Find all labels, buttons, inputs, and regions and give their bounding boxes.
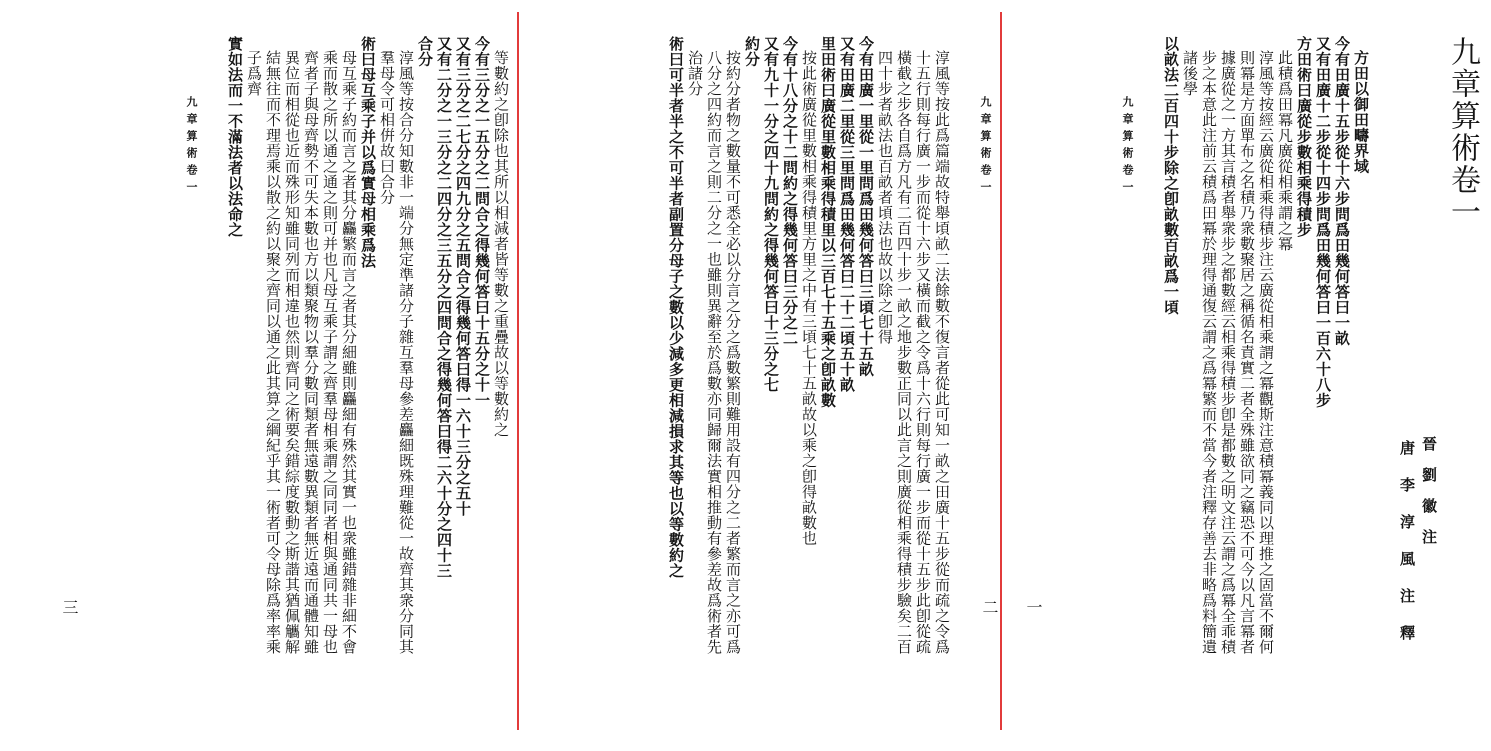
text-column: 術曰母互乘子并以爲實母相乘爲法 [359,36,377,269]
page-divider [1000,12,1002,730]
text-column: 八分之四約而言之則二分之一也雖則異辭至於爲數亦同歸爾法實相推動有參差故爲術者先 [705,50,723,655]
page-number: 三 [60,599,79,615]
text-column: 方田術曰廣從步數相乘得積步 [1295,36,1313,238]
text-column: 方田以御田疇界域 [1352,50,1370,174]
page-divider [517,12,519,730]
margin-label: 九章算術卷一 [185,96,198,198]
text-columns [225,36,510,716]
text-columns [1161,36,1370,716]
text-column: 合分 [416,36,434,67]
book-title: 九章算術卷一 [1445,36,1480,228]
text-column: 步之本意此注前云積爲田冪於理得通復云謂之爲冪繁而不當今者注釋存善去非略爲料簡遺 [1200,50,1218,655]
margin-label: 九章算術卷一 [979,96,992,198]
text-column: 又有二分之一三分之二四分之三五分之四問合之得幾何答曰得二六十分之四十三 [435,36,453,579]
text-column: 又有田廣二里從三里問爲田幾何答曰二十二頃五十畝 [838,36,856,393]
text-column: 治諸分 [686,50,704,97]
margin-label: 九章算術卷一 [1121,96,1134,198]
title-block [1396,36,1480,716]
text-column: 按此術廣從里數相乘得積里方里之中有三頃七十五畝故以乘之卽得畝數也 [800,50,818,546]
page-three [40,18,516,733]
text-column: 又有九十一分之四十九問約之得幾何答曰十三分之七 [762,36,780,393]
text-column: 羣母令可相倂故曰合分 [378,50,396,205]
text-column: 約分 [743,36,761,67]
spacer [1370,36,1396,716]
text-column: 又有田廣十二步從十四步問爲田幾何答曰一百六十八步 [1314,36,1332,408]
page-number: 二 [980,599,999,615]
text-column: 子爲齊 [245,50,263,97]
author-li-chunfeng: 唐李淳風注釋 [1398,440,1416,662]
page-two [521,18,999,733]
text-column: 淳風等按此爲篇端故特舉頃畝二法餘數不復言者從此可知一畝之田廣十五步從而疏之令爲 [933,50,951,655]
spacer [951,36,977,716]
text-column: 今有田廣一里從一里問爲田幾何答曰三頃七十五畝 [857,36,875,377]
text-column: 四十步者畝法也百畝者頃法也故以除之卽得 [876,50,894,345]
text-column: 結無往而不理焉乘以散之約以聚之齊同以通之此其算之綱紀乎其一術者可令母除爲率率乘 [264,50,282,655]
text-column: 里田術曰廣從里數相乘得積里以三百七十五乘之卽畝數 [819,36,837,408]
text-column: 則冪是方面單布之名積乃衆數聚居之稱循名責實二者全殊雖欲同之竊恐不可今以凡言冪者 [1238,50,1256,655]
text-column: 此積爲田冪凡廣從相乘謂之冪 [1276,50,1294,252]
text-column: 諸後學 [1181,50,1199,97]
text-column: 今有田廣十五步從十六步問爲田幾何答曰一畝 [1333,36,1351,346]
spacer [199,36,225,716]
text-column: 今有三分之一五分之二問合之得幾何答曰十五分之十一 [473,36,491,408]
text-column: 橫截之步各自爲方凡有二百四十步一畝之地步數正同以此言之則廣從相乘得積步驗矣二百 [895,50,913,655]
text-column: 據廣從之一方其言積者舉衆步之都數經云相乘得積步卽是都數之明文注云謂之爲冪全乖積 [1219,50,1237,655]
page-number: 一 [1024,599,1043,615]
author-liu-hui: 晉劉徽注 [1420,436,1438,560]
text-column: 按約分者物之數量不可悉全必以分言之分之爲數繁則難用設有四分之二者繁而言之亦可爲 [724,50,742,655]
text-column: 今有十八分之十二問約之得幾何答曰三分之二 [781,36,799,346]
text-column: 淳風等按合分知數非一端分無定準諸分子雜互羣母參差麤細既殊理難從一故齊其衆分同其 [397,50,415,655]
text-column: 乘而散之所以通之通之則可并也凡母互乘子謂之齊羣母相乘謂之同同者相與通同共一母也 [321,50,339,655]
text-column: 十五行則每行廣一步而從十六步又橫而截之令爲十六行則每行廣一步而從十五步此卽從疏 [914,50,932,655]
text-column: 實如法而一不滿法者以法命之 [226,36,244,238]
text-columns [666,36,951,716]
text-column: 以畝法二百四十步除之卽畝數百畝爲一頃 [1162,36,1180,315]
text-column: 異位而相從也近而殊形知雖同列而相違也然則齊同之術要矣錯綜度數動之斯諧其猶佩觿解 [283,50,301,655]
page-one [1004,18,1486,733]
text-column: 齊者子與母齊勢不可失本數也方以類聚物以羣分數同類者無遠數異類者無近遠而通體知雖 [302,50,320,655]
text-column: 等數約之卽除也其所以相減者皆等數之重疊故以等數約之 [492,50,510,438]
text-column: 母互乘子約而言之者其分麤繁而言之者其分細雖則麤細有殊然其實一也衆雖錯雜非細不會 [340,50,358,655]
text-column: 又有三分之二七分之四九分之五問合之得幾何答曰得一六十三分之五十 [454,36,472,517]
text-column: 淳風等按經云廣從相乘得積步注云廣從相乘謂之冪觀斯注意積冪義同以理推之固當不爾何 [1257,50,1275,655]
text-column: 術曰可半者半之不可半者副置分母子之數以少減多更相減損求其等也以等數約之 [667,36,685,579]
spacer [1135,36,1161,716]
